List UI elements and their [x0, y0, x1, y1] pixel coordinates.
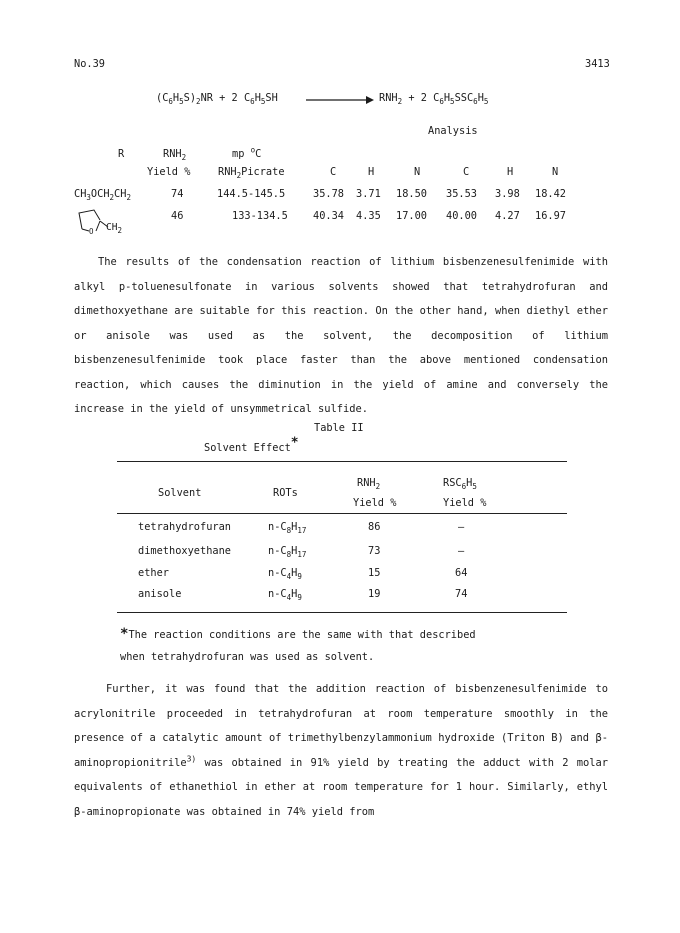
row2-n-calc: 17.00	[396, 210, 427, 222]
row2-h-calc: 4.35	[356, 210, 381, 222]
row2-n-found: 16.97	[535, 210, 566, 222]
header-h2: H	[507, 166, 514, 178]
header-c2: C	[463, 166, 470, 178]
table2-row-amine-yield: 15	[368, 567, 381, 579]
table2-row-sulfide-yield: —	[458, 521, 465, 533]
table2-footnote-line2: when tetrahydrofuran was used as solvent.	[120, 651, 375, 663]
row2-h-found: 4.27	[495, 210, 520, 222]
table2-row-solvent: anisole	[138, 588, 182, 600]
row2-yield: 46	[171, 210, 184, 222]
table2-row-rots: $n-C_8H_{17}$	[268, 521, 307, 536]
table2-header-rsc6h5: $RSC_6H_5$	[443, 477, 477, 492]
table2-row-amine-yield: 73	[368, 545, 381, 557]
header-c1: C	[330, 166, 337, 178]
header-n2: N	[552, 166, 559, 178]
table2-row-rots: $n-C_8H_{17}$	[268, 545, 307, 560]
row1-r-group: $CH_3OCH_2CH_2$	[74, 188, 131, 203]
analysis-label: Analysis	[428, 125, 478, 137]
table2-row-sulfide-yield: 74	[455, 588, 468, 600]
header-h1: H	[368, 166, 375, 178]
reference-3: 3)	[186, 754, 197, 764]
row2-mp: 133-134.5	[232, 210, 288, 222]
header-yield: Yield %	[147, 166, 191, 178]
table2-header-rule	[117, 513, 567, 514]
table2-row-solvent: dimethoxyethane	[138, 545, 231, 557]
header-r: R	[118, 148, 125, 160]
table2-row-amine-yield: 86	[368, 521, 381, 533]
row1-n-found: 18.42	[535, 188, 566, 200]
page-number: 3413	[585, 58, 610, 70]
table2-title: Table II	[314, 422, 364, 434]
table2-row-solvent: ether	[138, 567, 169, 579]
table2-header-rots: ROTs	[273, 487, 298, 499]
header-rnh2: $RNH_2$	[163, 148, 187, 163]
reaction-products: $RNH_2 + 2$ $C_6H_5SSC_6H_5$	[379, 92, 489, 107]
row1-n-calc: 18.50	[396, 188, 427, 200]
table2-row-rots: $n-C_4H_9$	[268, 567, 302, 582]
table2-row-sulfide-yield: —	[458, 545, 465, 557]
table2-footnote-line1: *The reaction conditions are the same with that described	[120, 626, 476, 642]
row1-h-found: 3.98	[495, 188, 520, 200]
svg-text:O: O	[89, 227, 94, 236]
header-mp: mp $^o$C	[232, 145, 262, 160]
row1-h-calc: 3.71	[356, 188, 381, 200]
table2-row-sulfide-yield: 64	[455, 567, 468, 579]
row2-c-found: 40.00	[446, 210, 477, 222]
reaction-reactants: $(C_6H_5S)_2NR + 2$ $C_6H_5SH$	[156, 92, 278, 107]
row2-c-calc: 40.34	[313, 210, 344, 222]
table2-top-rule	[117, 461, 567, 462]
table2-bottom-rule	[117, 612, 567, 613]
table2-header-yield-amine: Yield %	[353, 497, 397, 509]
table2-row-solvent: tetrahydrofuran	[138, 521, 231, 533]
table2-row-amine-yield: 19	[368, 588, 381, 600]
row1-c-found: 35.53	[446, 188, 477, 200]
header-picrate: $RNH_2Picrate$	[218, 166, 285, 181]
header-n1: N	[414, 166, 421, 178]
row1-yield: 74	[171, 188, 184, 200]
table2-caption: Solvent Effect*	[204, 435, 299, 454]
row1-c-calc: 35.78	[313, 188, 344, 200]
paragraph-solvent-results: The results of the condensation reaction of lithium bisbenzenesulfenimide with alkyl p-toluenesulfonate in various solvents showed that tetrahydrofuran and dimethoxyethane are suitable for this reaction. On the other hand, when diethyl ether or anisole was used as the solvent, the decomposition of lithium bisbenzenesulfenimide took place faster than the above mentioned condensation reaction, which causes the diminution in the yield of amine and conversely the increase in the yield of unsymmetrical sulfide.	[74, 256, 608, 415]
table2-row-rots: $n-C_4H_9$	[268, 588, 302, 603]
row1-mp: 144.5-145.5	[217, 188, 286, 200]
row2-ch2-label: $CH_2$	[106, 222, 122, 235]
table2-header-yield-sulfide: Yield %	[443, 497, 487, 509]
journal-number: No.39	[74, 58, 105, 70]
reaction-arrow-icon	[306, 95, 374, 105]
table2-header-solvent: Solvent	[158, 487, 202, 499]
paragraph-addition-reaction: Further, it was found that the addition reaction of bisbenzenesulfenimide to acrylonitrile proceeded in tetrahydrofuran at room temperature smoothly in the presence of a catalytic amount of trimethylbenzylammonium hydroxide (Triton B) and β-aminopropionitrile$^{3)}$ was obtained in 91% yield by treating the adduct with 2 molar equivalents of ethanethiol in ether at room temperature for 1 hour. Similarly, ethyl β-aminopropionate was obtained in 74% yield from	[74, 683, 608, 818]
table2-header-rnh2: $RNH_2$	[357, 477, 381, 492]
